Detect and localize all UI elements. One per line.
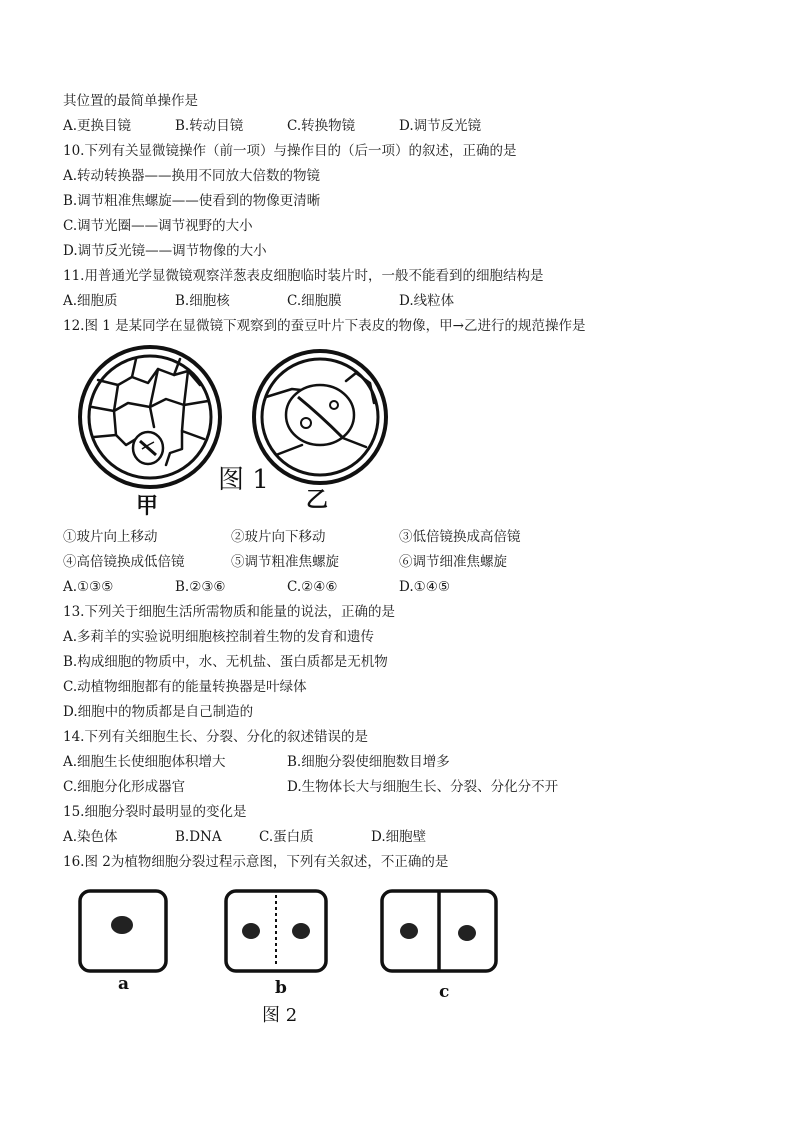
q14-option-b: B.细胞分裂使细胞数目增多 <box>287 754 450 770</box>
label-yi: 乙 <box>306 487 329 513</box>
q11-option-b: B.细胞核 <box>175 293 230 309</box>
q12-step-3: ③低倍镜换成高倍镜 <box>399 529 521 545</box>
q12-step-5: ⑤调节粗准焦螺旋 <box>231 554 339 570</box>
q14-option-a: A.细胞生长使细胞体积增大 <box>63 754 226 770</box>
q13-option-c: C.动植物细胞都有的能量转换器是叶绿体 <box>63 679 307 695</box>
question-12: 12.图 1 是某同学在显微镜下观察到的蚕豆叶片下表皮的物像，甲→乙进行的规范操作是 <box>63 318 586 334</box>
label-jia: 甲 <box>136 493 159 519</box>
q12-option-d: D.①④⑤ <box>399 579 450 595</box>
q9-option-c: C.转换物镜 <box>287 118 356 134</box>
question-15: 15.细胞分裂时最明显的变化是 <box>63 804 247 820</box>
question-9-continuation: 其位置的最简单操作是 <box>63 93 198 109</box>
q11-option-d: D.线粒体 <box>399 293 455 309</box>
label-b: b <box>275 978 287 998</box>
q12-option-a: A.①③⑤ <box>63 579 114 595</box>
q12-option-c: C.②④⑥ <box>287 579 338 595</box>
question-14: 14.下列有关细胞生长、分裂、分化的叙述错误的是 <box>63 729 368 745</box>
microscope-view-yi <box>254 351 386 483</box>
q9-option-a: A.更换目镜 <box>63 118 132 134</box>
figure-1 <box>70 345 400 520</box>
q9-option-d: D.调节反光镜 <box>399 118 482 134</box>
q10-option-a: A.转动转换器——换用不同放大倍数的物镜 <box>63 168 321 184</box>
q10-option-d: D.调节反光镜——调节物像的大小 <box>63 243 267 259</box>
q15-option-d: D.细胞壁 <box>371 829 427 845</box>
q14-option-c: C.细胞分化形成器官 <box>63 779 186 795</box>
figure-2-caption: 图 2 <box>262 1005 298 1026</box>
q14-option-d: D.生物体长大与细胞生长、分裂、分化分不开 <box>287 779 559 795</box>
q11-option-a: A.细胞质 <box>63 293 118 309</box>
q12-step-6: ⑥调节细准焦螺旋 <box>399 554 507 570</box>
q10-option-b: B.调节粗准焦螺旋——使看到的物像更清晰 <box>63 193 321 209</box>
label-a: a <box>118 974 130 994</box>
q12-option-b: B.②③⑥ <box>175 579 226 595</box>
q12-step-2: ②玻片向下移动 <box>231 529 326 545</box>
q12-step-1: ①玻片向上移动 <box>63 529 158 545</box>
q13-option-b: B.构成细胞的物质中，水、无机盐、蛋白质都是无机物 <box>63 654 388 670</box>
question-11: 11.用普通光学显微镜观察洋葱表皮细胞临时装片时，一般不能看到的细胞结构是 <box>63 268 544 284</box>
q10-option-c: C.调节光圈——调节视野的大小 <box>63 218 253 234</box>
q13-option-d: D.细胞中的物质都是自己制造的 <box>63 704 254 720</box>
q15-option-a: A.染色体 <box>63 829 118 845</box>
q15-option-b: B.DNA <box>175 829 222 845</box>
figure-2 <box>70 885 510 1030</box>
figure-1-caption: 图 1 <box>218 465 269 495</box>
q9-option-b: B.转动目镜 <box>175 118 244 134</box>
question-10: 10.下列有关显微镜操作（前一项）与操作目的（后一项）的叙述，正确的是 <box>63 143 517 159</box>
microscope-view-jia <box>80 347 220 487</box>
cell-b <box>226 891 326 971</box>
cell-c <box>382 891 496 971</box>
q15-option-c: C.蛋白质 <box>259 829 314 845</box>
q12-step-4: ④高倍镜换成低倍镜 <box>63 554 185 570</box>
question-16: 16.图 2为植物细胞分裂过程示意图，下列有关叙述，不正确的是 <box>63 854 449 870</box>
q11-option-c: C.细胞膜 <box>287 293 342 309</box>
question-13: 13.下列关于细胞生活所需物质和能量的说法，正确的是 <box>63 604 395 620</box>
q13-option-a: A.多莉羊的实验说明细胞核控制着生物的发育和遗传 <box>63 629 375 645</box>
label-c: c <box>439 982 450 1002</box>
cell-a <box>80 891 166 971</box>
